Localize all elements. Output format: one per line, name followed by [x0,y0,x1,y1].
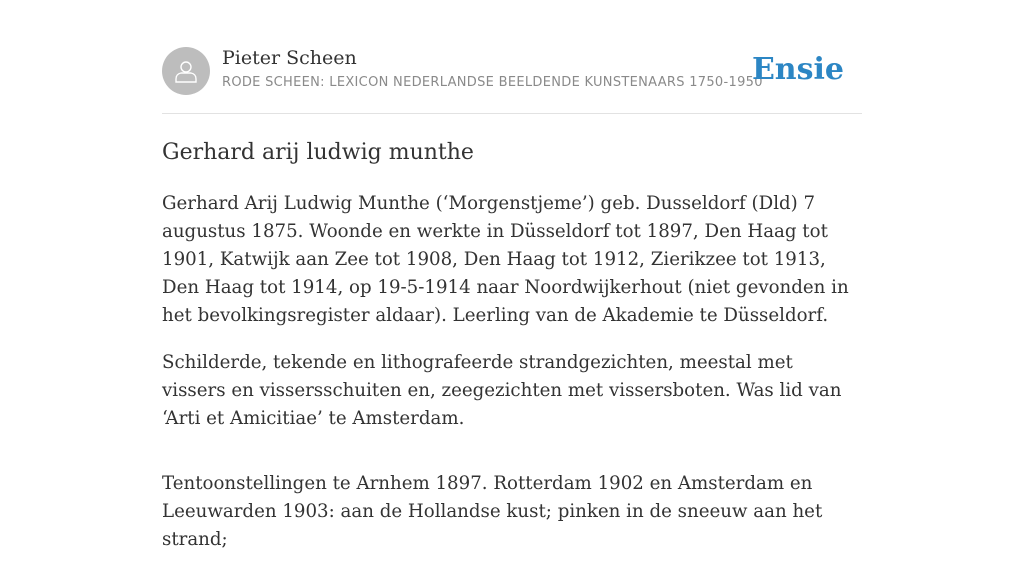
article-paragraph: Tentoonstellingen te Arnhem 1897. Rotterdam 1902 en Amsterdam en Leeuwarden 1903: aan de Hollandse kust; pinken in de sneeuw aan het strand; [162,473,823,550]
author-name[interactable]: Pieter Scheen [222,47,357,69]
user-icon [172,57,200,85]
divider [162,113,862,114]
source-label[interactable]: RODE SCHEEN: LEXICON NEDERLANDSE BEELDENDE KUNSTENAARS 1750-1950 [222,75,763,90]
article-title: Gerhard arij ludwig munthe [162,140,474,165]
ensie-logo[interactable]: Ensie [751,52,844,87]
article-paragraph: Gerhard Arij Ludwig Munthe (‘Morgenstjeme’) geb. Dusseldorf (Dld) 7 augustus 1875. Woonde en werkte in Düsseldorf tot 1897, Den Haag tot 1901, Katwijk aan Zee tot 1908, Den Haag tot 1912, Zierikzee tot 1913, Den Haag tot 1914, op 19-5-1914 naar Noordwijkerhout (niet gevonden in het bevolkingsregister aldaar). Leerling van de Akademie te Düsseldorf. [162,193,849,326]
article-body [162,190,862,573]
article-paragraph: Schilderde, tekende en lithografeerde strandgezichten, meestal met vissers en vissersschuiten en, zeegezichten met vissersboten. Was lid van ‘Arti et Amicitiae’ te Amsterdam. [162,352,842,429]
article-header [162,46,862,96]
avatar [162,47,210,95]
